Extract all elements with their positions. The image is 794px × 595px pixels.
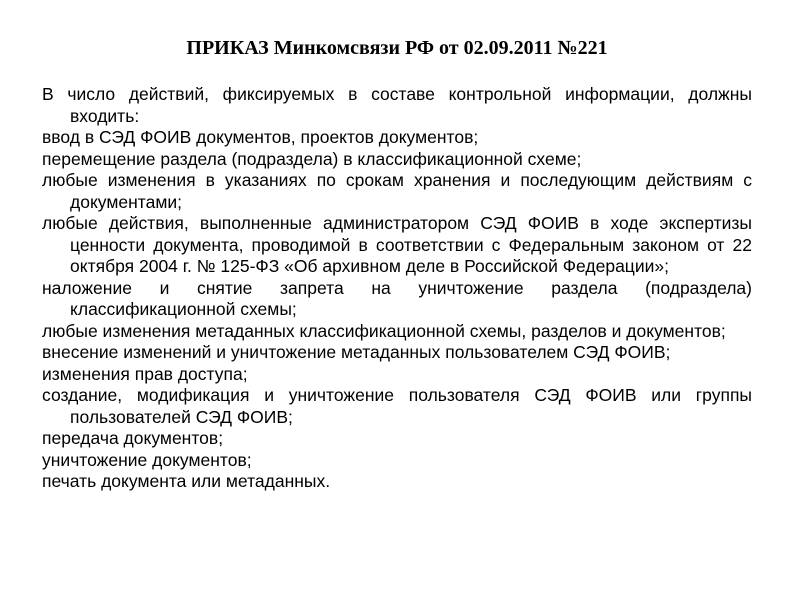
list-item: изменения прав доступа; [42,363,248,384]
list-item: любые действия, выполненные администратором СЭД ФОИВ в ходе экспертизы ценности документа, проводимой в соответствии с Федеральным законом от 22 октября 2004 г. № 125-ФЗ «Об архивном деле в Российской Федерации»; [42,213,752,276]
list-item: перемещение раздела (подраздела) в классификационной схеме; [42,148,582,169]
list-item: любые изменения метаданных классификационной схемы, разделов и документов; [42,320,726,341]
list-item: передача документов; [42,428,224,448]
list-item: создание, модификация и уничтожение пользователя СЭД ФОИВ или группы пользователей СЭД ФОИВ; [42,385,752,427]
list-item: наложение и снятие запрета на уничтожение раздела (подраздела) классификационной схемы; [42,277,752,319]
list-item: печать документа или метаданных. [42,471,331,491]
list-item: любые изменения в указаниях по срокам хранения и последующим действиям с документами; [42,170,752,212]
list-item: ввод в СЭД ФОИВ документов, проектов документов; [42,127,479,147]
list-item: уничтожение документов; [42,449,252,470]
page-title: ПРИКАЗ Минкомсвязи РФ от 02.09.2011 №221 [186,37,608,59]
document-body [42,84,752,493]
paragraph-intro: В число действий, фиксируемых в составе контрольной информации, должны входить: [42,84,752,126]
list-item: внесение изменений и уничтожение метаданных пользователем СЭД ФОИВ; [42,342,671,362]
